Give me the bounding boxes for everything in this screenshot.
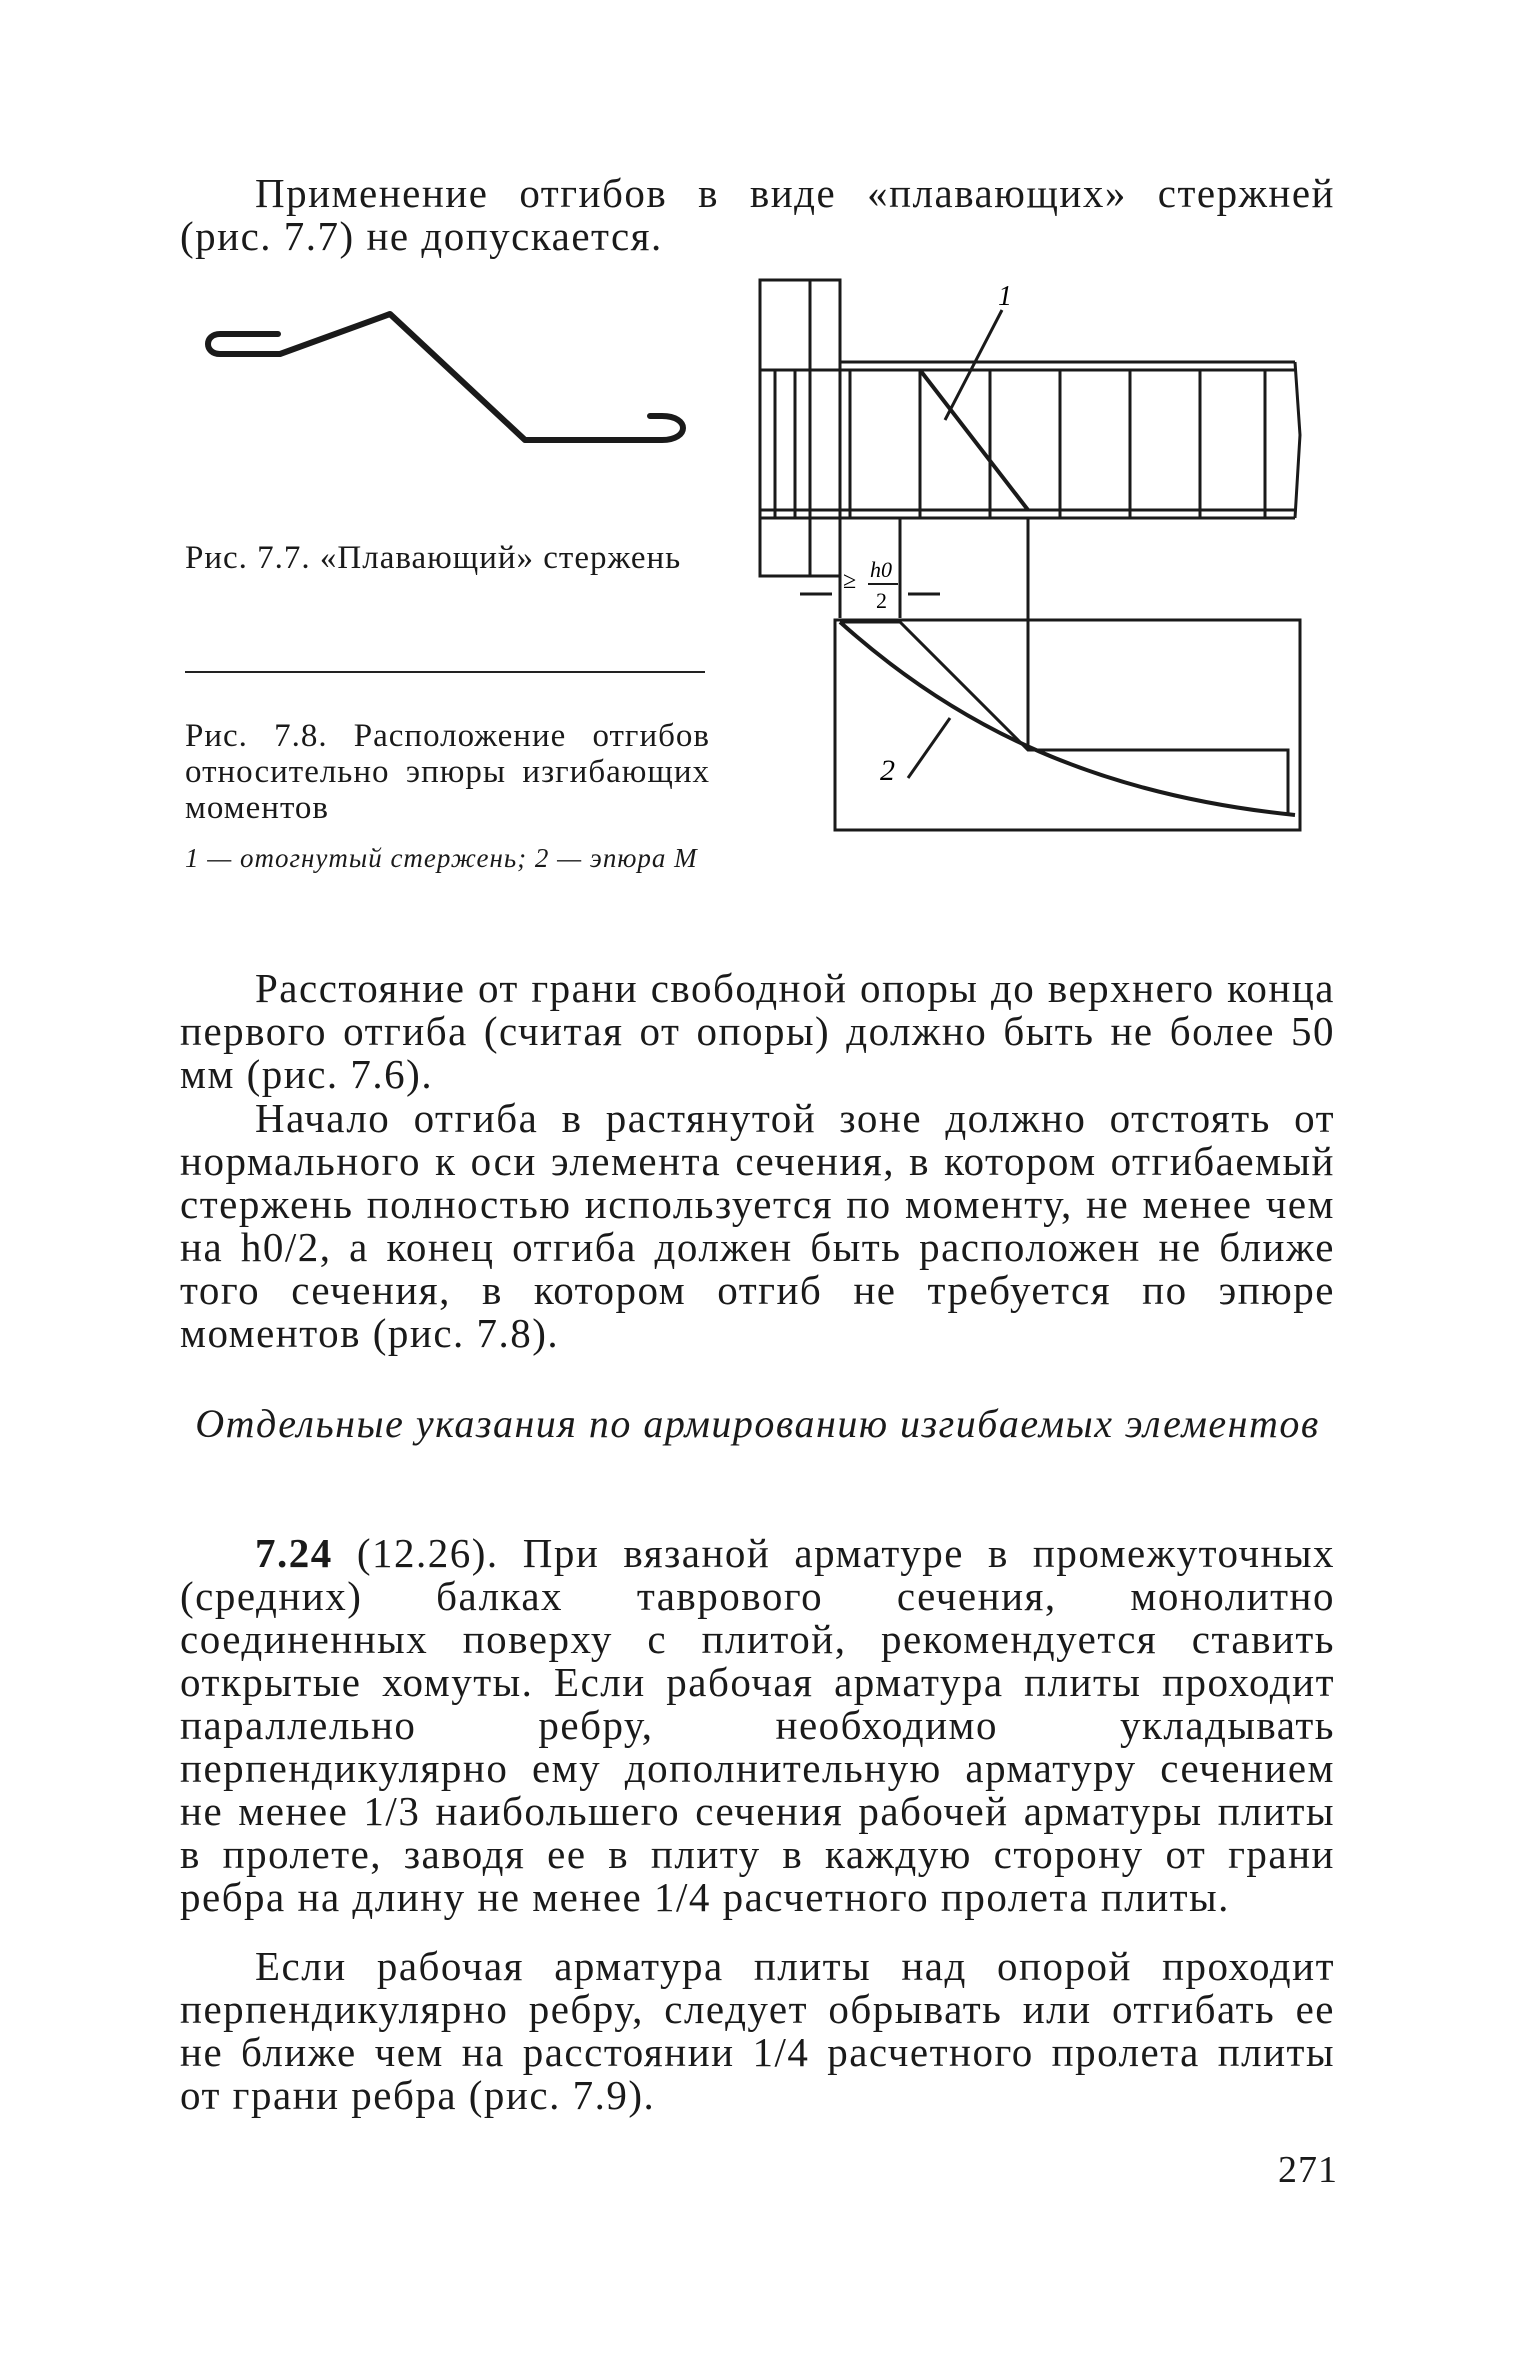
paragraph-slab-over-support: Если рабочая арматура плиты над опорой проходит перпендикулярно ребру, следует обрывать или отгибать ее не ближе чем на расстоянии 1/4 расчетного пролета плиты от грани ребра (рис. 7.9). bbox=[180, 1943, 1335, 2118]
dimension-denominator: 2 bbox=[876, 588, 887, 613]
figure-7-8-diagram bbox=[740, 270, 1340, 890]
figure-7-7-caption: Рис. 7.7. «Плавающий» стержень bbox=[185, 540, 682, 576]
paragraph-bend-start: Начало отгиба в растянутой зоне должно отстоять от нормального к оси элемента сечения, в котором отгибаемый стержень полностью используется по моменту, не менее чем на h0/2, а конец отгиба должен быть расположен не ближе того сечения, в котором отгиб не требуется по эпюре моментов (рис. 7.8). bbox=[180, 1095, 1335, 1356]
callout-2-label: 2 bbox=[880, 754, 895, 787]
intro-paragraph: Применение отгибов в виде «плавающих» стержней (рис. 7.7) не допускается. bbox=[180, 170, 1335, 259]
clause-text: (12.26). При вязаной арматуре в промежуточных (средних) балках таврового сечения, монолитно соединенных поверху с плитой, рекомендуется ставить открытые хомуты. Если рабочая арматура плиты проходит параллельно ребру, необходимо укладывать перпендикулярно ему дополнительную арматуру сечением не менее 1/3 наибольшего сечения рабочей арматуры плиты в пролете, заводя ее в плиту в каждую сторону от грани ребра на длину не менее 1/4 расчетного пролета плиты. bbox=[180, 1530, 1335, 1920]
caption-divider bbox=[185, 671, 705, 673]
page-number: 271 bbox=[1278, 2149, 1338, 2191]
section-heading: Отдельные указания по армированию изгибаемых элементов bbox=[195, 1401, 1320, 1446]
figure-7-8-caption: Рис. 7.8. Расположение отгибов относительно эпюры изгибающих моментов bbox=[185, 718, 710, 826]
figure-7-7-floating-bar bbox=[200, 290, 720, 480]
callout-1-label: 1 bbox=[998, 281, 1012, 312]
clause-number: 7.24 bbox=[255, 1530, 333, 1576]
dimension-h0-label: h0 bbox=[870, 557, 892, 582]
dimension-ge-sign: ≥ bbox=[843, 568, 857, 594]
figure-7-8-legend: 1 — отогнутый стержень; 2 — эпюра М bbox=[185, 843, 698, 873]
paragraph-support-distance: Расстояние от грани свободной опоры до верхнего конца первого отгиба (считая от опоры) должно быть не более 50 мм (рис. 7.6). bbox=[180, 965, 1335, 1097]
clause-7-24 bbox=[180, 1532, 1335, 1919]
